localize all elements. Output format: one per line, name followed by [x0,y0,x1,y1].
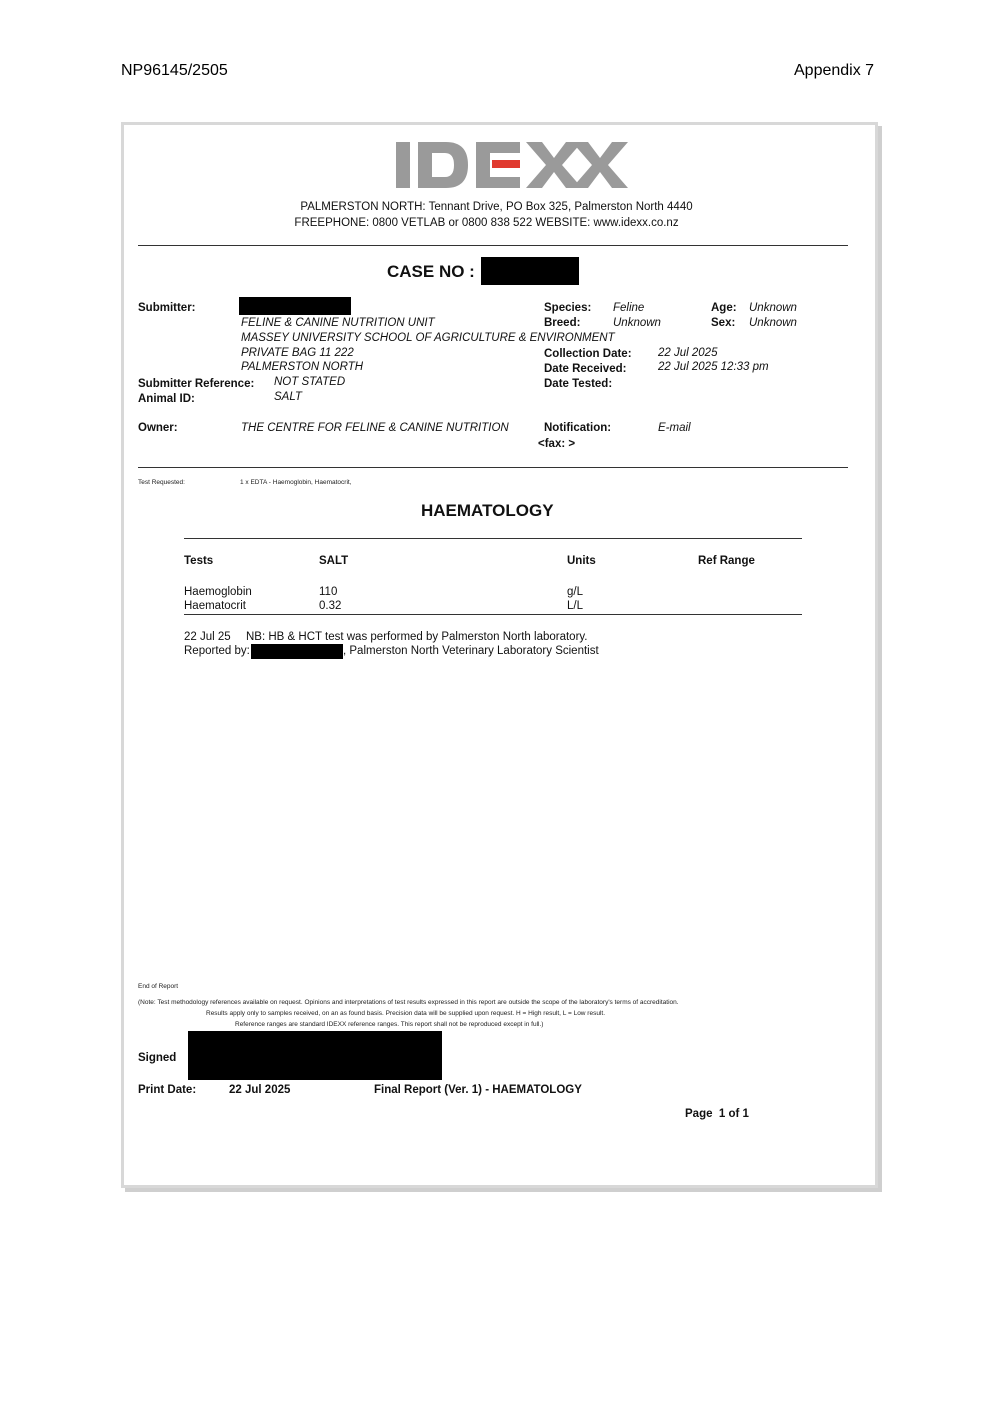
reporter-name-redaction [251,644,343,659]
note-date: 22 Jul 25 [184,631,231,643]
species-value: Feline [613,302,645,314]
date-received-value: 22 Jul 2025 12:33 pm [658,361,769,373]
age-value: Unknown [749,302,797,314]
print-date-label: Print Date: [138,1084,197,1096]
appendix-label: Appendix 7 [794,62,875,79]
submitter-name-redaction [239,297,351,315]
test-requested-label: Test Requested: [138,479,185,486]
end-of-report: End of Report [138,983,179,990]
page-number: Page 1 of 1 [685,1108,749,1120]
sex-value: Unknown [749,317,797,329]
table-bottom-rule [184,614,802,615]
disclaimer-line-2: Results apply only to samples received, on an as found basis. Precision data will be supplied upon request. H = High result, L = Low result. [206,1010,606,1017]
date-tested-label: Date Tested: [544,378,613,390]
submitter-reference-value: NOT STATED [274,376,346,388]
fax-label: <fax: > [538,438,576,450]
case-number-label: CASE NO : [387,262,475,281]
test-units: g/L [567,586,583,598]
age-label: Age: [711,302,737,314]
header-rule [138,245,848,246]
print-date-value: 22 Jul 2025 [229,1084,291,1096]
table-top-rule [184,538,802,539]
signature-redaction [188,1031,442,1080]
reported-by-suffix: , Palmerston North Veterinary Laboratory Scientist [343,645,599,657]
species-label: Species: [544,302,592,314]
submitter-line-2: MASSEY UNIVERSITY SCHOOL OF AGRICULTURE & ENVIRONMENT [241,332,615,344]
document-reference: NP96145/2505 [121,62,228,79]
submitter-label: Submitter: [138,302,196,314]
column-header-ref-range: Ref Range [698,555,755,567]
submitter-line-1: FELINE & CANINE NUTRITION UNIT [241,317,435,329]
column-header-tests: Tests [184,555,214,567]
final-report-label: Final Report (Ver. 1) - HAEMATOLOGY [374,1084,582,1096]
breed-label: Breed: [544,317,581,329]
owner-value: THE CENTRE FOR FELINE & CANINE NUTRITION [241,422,509,434]
sex-label: Sex: [711,317,736,329]
note-text: NB: HB & HCT test was performed by Palmerston North laboratory. [246,631,588,643]
column-header-units: Units [567,555,596,567]
lab-report-scan [121,122,878,1188]
test-units: L/L [567,600,583,612]
disclaimer-line-1: (Note: Test methodology references available on request. Opinions and interpretations of test results expressed in this report are outside the scope of the laboratory's terms of accreditation. [138,999,679,1006]
reported-by-label: Reported by: [184,645,250,657]
signed-label: Signed [138,1052,177,1064]
disclaimer-line-3: Reference ranges are standard IDEXX reference ranges. This report shall not be reproduced except in full.) [235,1021,544,1028]
collection-date-label: Collection Date: [544,348,632,360]
notification-label: Notification: [544,422,612,434]
animal-id-label: Animal ID: [138,393,195,405]
animal-id-value: SALT [274,391,302,403]
test-name: Haemoglobin [184,586,252,598]
notification-value: E-mail [658,422,691,434]
test-value: 110 [319,586,338,598]
section-title: HAEMATOLOGY [421,501,554,520]
case-number-redaction [481,257,579,285]
column-header-salt: SALT [319,555,349,567]
breed-value: Unknown [613,317,661,329]
submitter-line-3: PRIVATE BAG 11 222 [241,347,354,359]
owner-label: Owner: [138,422,178,434]
lab-address: PALMERSTON NORTH: Tennant Drive, PO Box 325, Palmerston North 4440 [300,201,693,213]
test-requested-value: 1 x EDTA - Haemoglobin, Haematocrit, [240,479,352,486]
test-name: Haematocrit [184,600,246,612]
date-received-label: Date Received: [544,363,627,375]
collection-date-value: 22 Jul 2025 [658,347,718,359]
idexx-logo [396,142,628,195]
lab-contact: FREEPHONE: 0800 VETLAB or 0800 838 522 WEBSITE: www.idexx.co.nz [294,217,679,229]
submitter-line-4: PALMERSTON NORTH [241,361,364,373]
submitter-reference-label: Submitter Reference: [138,378,255,390]
details-rule [138,467,848,468]
test-value: 0.32 [319,600,342,612]
